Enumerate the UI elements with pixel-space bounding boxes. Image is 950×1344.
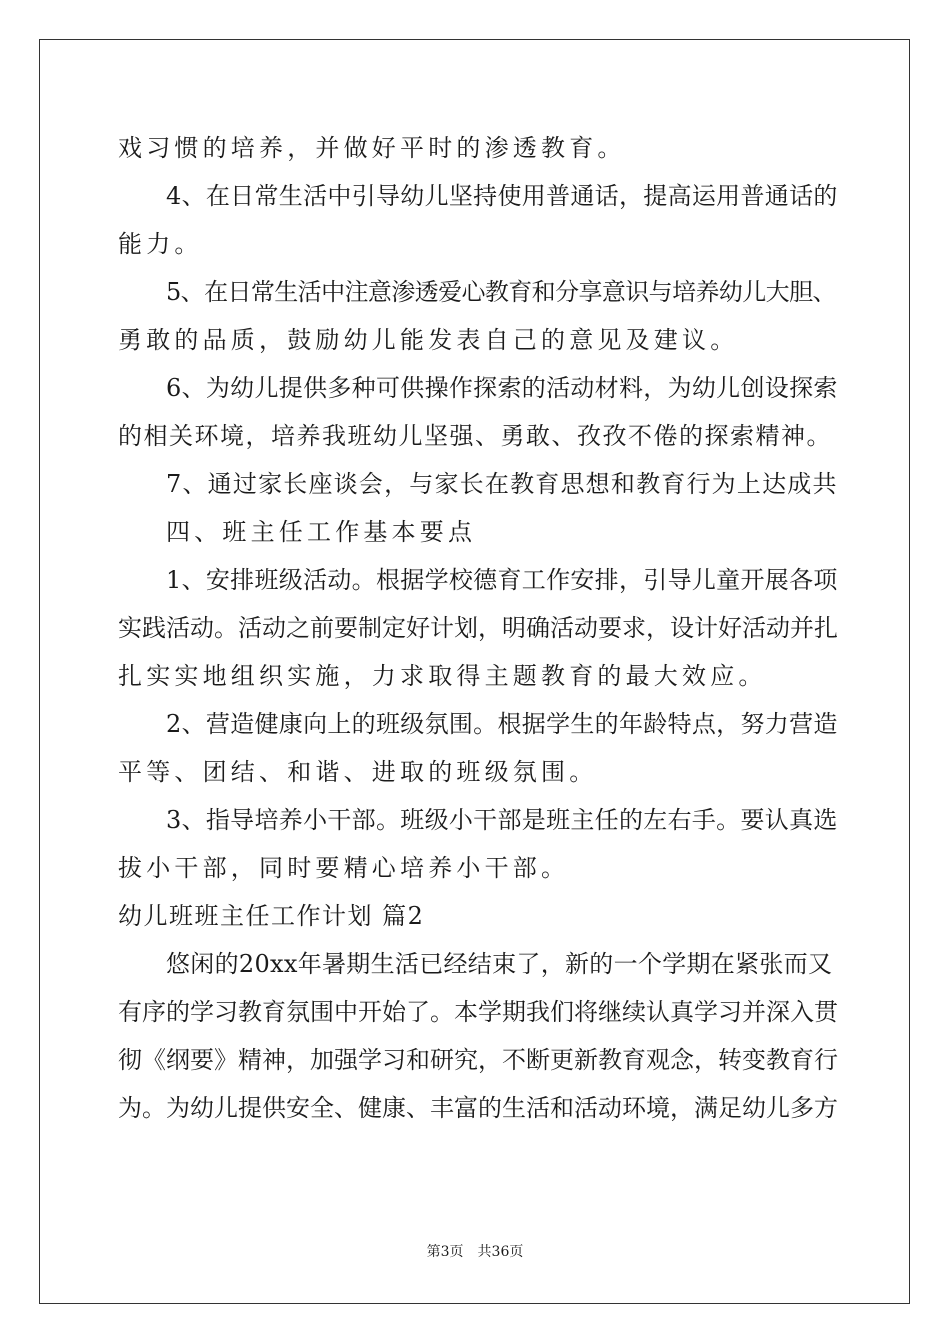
page-footer bbox=[0, 1242, 950, 1262]
text-line: 7、通过家长座谈会，与家长在教育思想和教育行为上达成共 bbox=[166, 470, 838, 498]
text-line: 2、营造健康向上的班级氛围。根据学生的年龄特点，努力营造 bbox=[166, 710, 838, 738]
text-line: 有序的学习教育氛围中开始了。本学期我们将继续认真学习并深入贯 bbox=[118, 998, 838, 1026]
text-line: 的相关环境，培养我班幼儿坚强、勇敢、孜孜不倦的探索精神。 bbox=[118, 422, 832, 450]
text-line: 悠闲的20xx年暑期生活已经结束了，新的一个学期在紧张而又 bbox=[166, 950, 833, 978]
section-heading: 四、班主任工作基本要点 bbox=[166, 518, 477, 546]
text-line: 5、在日常生活中注意渗透爱心教育和分享意识与培养幼儿大胆、 bbox=[166, 278, 836, 306]
text-line: 扎实实地组织实施，力求取得主题教育的最大效应。 bbox=[118, 662, 767, 690]
text-line: 1、安排班级活动。根据学校德育工作安排，引导儿童开展各项 bbox=[166, 566, 838, 594]
text-line: 平等、团结、和谐、进取的班级氛围。 bbox=[118, 758, 598, 786]
page-number: 第3页 bbox=[426, 1244, 464, 1260]
document-body bbox=[118, 124, 838, 1132]
text-line: 6、为幼儿提供多种可供操作探索的活动材料，为幼儿创设探索 bbox=[166, 374, 838, 402]
text-line: 拔小干部，同时要精心培养小干部。 bbox=[118, 854, 570, 882]
text-line: 为。为幼儿提供安全、健康、丰富的生活和活动环境，满足幼儿多方 bbox=[118, 1094, 838, 1122]
article-title: 幼儿班班主任工作计划 篇2 bbox=[118, 902, 425, 930]
page-total: 共36页 bbox=[477, 1244, 524, 1260]
text-line: 能力。 bbox=[118, 230, 203, 258]
text-line: 4、在日常生活中引导幼儿坚持使用普通话，提高运用普通话的 bbox=[166, 182, 838, 210]
text-line: 3、指导培养小干部。班级小干部是班主任的左右手。要认真选 bbox=[166, 806, 838, 834]
text-line: 实践活动。活动之前要制定好计划，明确活动要求，设计好活动并扎 bbox=[118, 614, 838, 642]
text-line: 戏习惯的培养，并做好平时的渗透教育。 bbox=[118, 134, 626, 162]
text-line: 勇敢的品质，鼓励幼儿能发表自己的意见及建议。 bbox=[118, 326, 739, 354]
text-line: 彻《纲要》精神，加强学习和研究，不断更新教育观念，转变教育行 bbox=[118, 1046, 838, 1074]
